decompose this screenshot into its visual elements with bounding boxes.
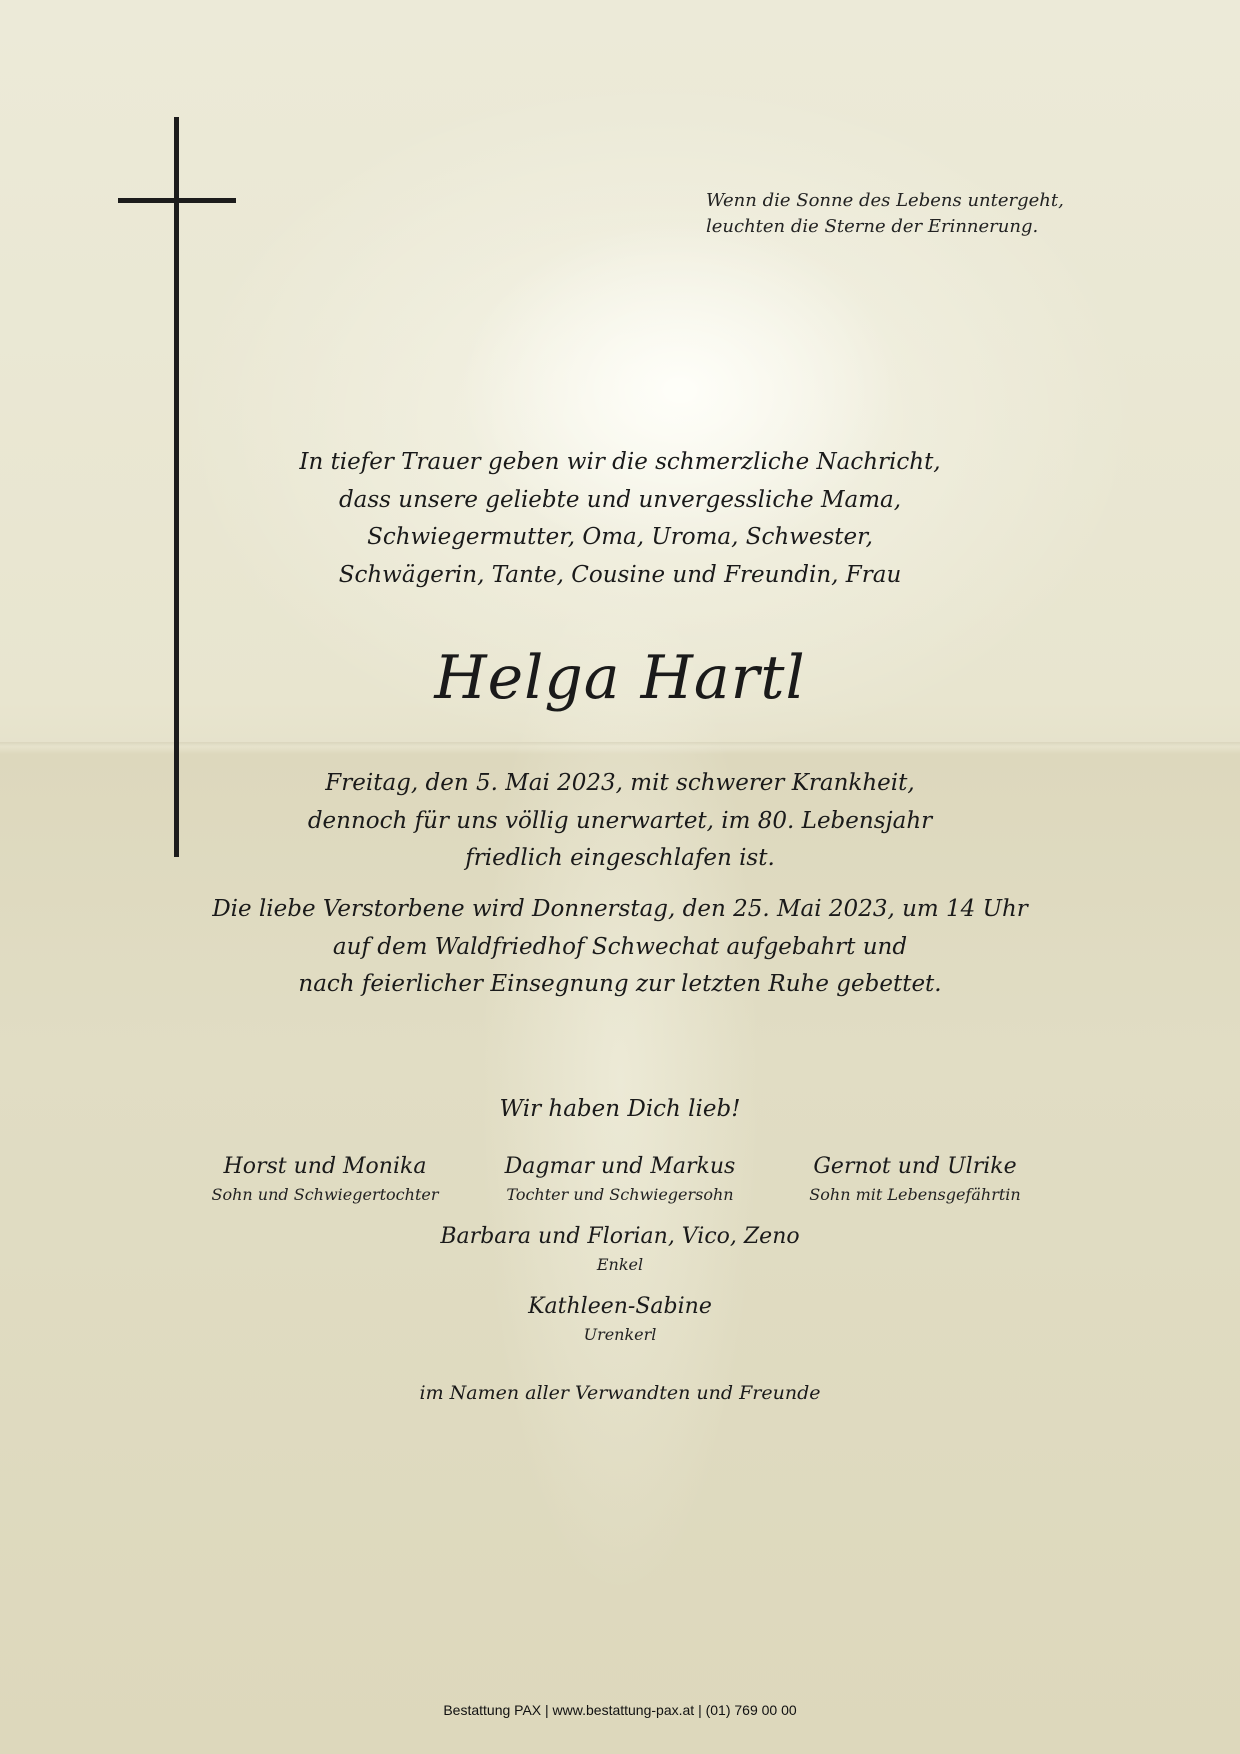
friends-line: im Namen aller Verwandten und Freunde	[419, 1382, 821, 1404]
burial-notice-line: Die liebe Verstorbene wird Donnerstag, den 25. Mai 2023, um 14 Uhr	[212, 896, 1028, 922]
death-notice-line: friedlich eingeschlafen ist.	[465, 845, 775, 871]
grandchildren-relation: Enkel	[596, 1255, 644, 1274]
great-grandchildren	[0, 1290, 1240, 1346]
grandchildren	[0, 1220, 1240, 1276]
motto-quote	[706, 188, 1126, 240]
horizon-line	[0, 742, 1240, 746]
family-member-names: Horst und Monika	[223, 1154, 427, 1179]
motto-line: Wenn die Sonne des Lebens untergeht,	[706, 190, 1064, 211]
family-member	[755, 1150, 1075, 1206]
intro-text	[0, 444, 1240, 594]
burial-notice	[0, 891, 1240, 1004]
deceased-name: Helga Hartl	[434, 643, 806, 713]
family-member	[165, 1150, 485, 1206]
great-grandchildren-relation: Urenkerl	[583, 1325, 657, 1344]
burial-notice-line: auf dem Waldfriedhof Schwechat aufgebahrt und	[332, 933, 908, 960]
family-member-names: Dagmar und Markus	[504, 1154, 736, 1179]
burial-notice-line: nach feierlicher Einsegnung zur letzten Ruhe gebettet.	[298, 971, 942, 997]
family-member	[460, 1150, 780, 1206]
family-member-relation: Sohn und Schwiegertochter	[211, 1185, 439, 1204]
intro-line: Schwiegermutter, Oma, Uroma, Schwester,	[367, 524, 873, 550]
intro-line: In tiefer Trauer geben wir die schmerzliche Nachricht,	[299, 449, 941, 475]
cross-icon-horizontal	[118, 198, 236, 203]
intro-line: Schwägerin, Tante, Cousine und Freundin, Frau	[338, 561, 902, 588]
family-member-relation: Sohn mit Lebensgefährtin	[809, 1185, 1021, 1204]
grandchildren-names: Barbara und Florian, Vico, Zeno	[440, 1224, 800, 1249]
family-member-names: Gernot und Ulrike	[813, 1154, 1017, 1179]
death-notice	[0, 765, 1240, 878]
intro-line: dass unsere geliebte und unvergessliche Mama,	[338, 486, 902, 513]
footer-contact: Bestattung PAX | www.bestattung-pax.at | (01) 769 00 00	[443, 1702, 797, 1718]
closing-line: Wir haben Dich lieb!	[499, 1096, 741, 1122]
family-member-relation: Tochter und Schwiegersohn	[506, 1185, 734, 1204]
death-notice-line: Freitag, den 5. Mai 2023, mit schwerer Krankheit,	[325, 770, 915, 796]
motto-line: leuchten die Sterne der Erinnerung.	[706, 216, 1039, 237]
death-notice-line: dennoch für uns völlig unerwartet, im 80. Lebensjahr	[307, 807, 933, 834]
great-grandchildren-names: Kathleen-Sabine	[528, 1294, 712, 1319]
